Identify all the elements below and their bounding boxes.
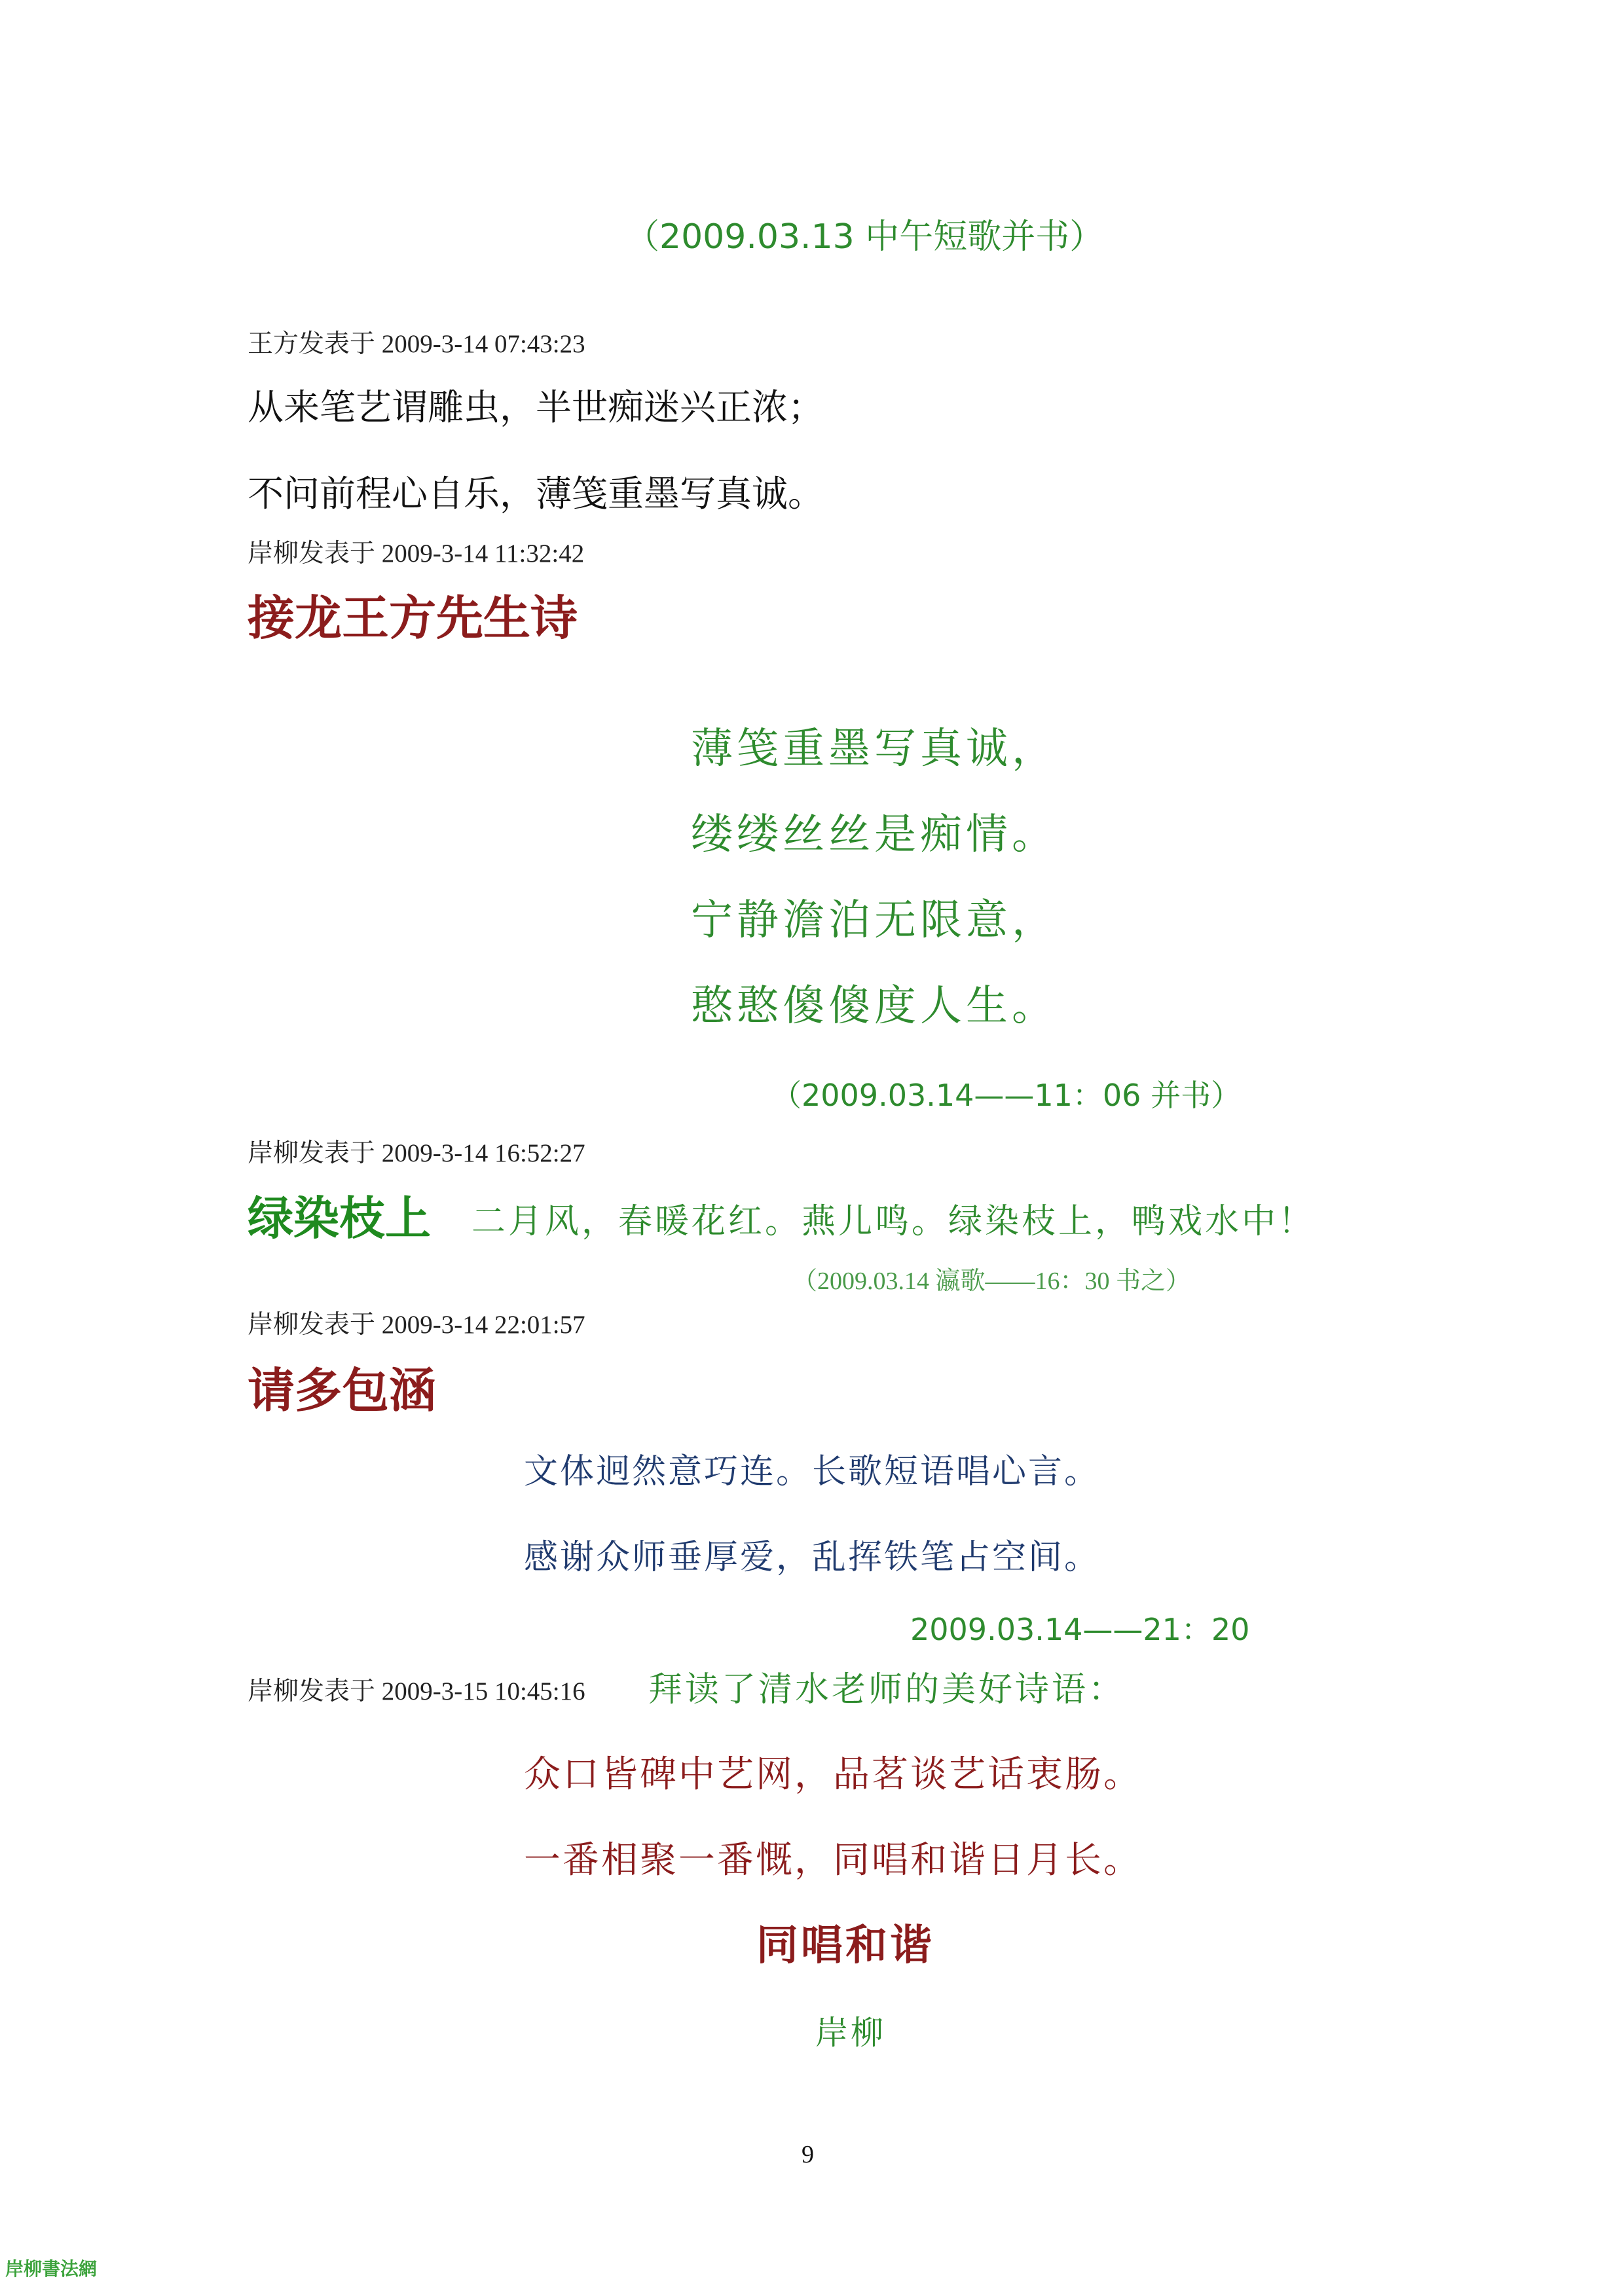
signature: 岸柳: [815, 2014, 886, 2052]
page-number: 9: [802, 2141, 814, 2168]
post-date: 2009.03.14——21：20: [910, 1612, 1250, 1647]
poem-line: 众口皆碑中艺网，品茗谈艺话衷肠。: [524, 1753, 1142, 1796]
poem-line: 薄笺重墨写真诚，: [691, 725, 1058, 773]
poem-title: 同唱和谐: [756, 1921, 934, 1970]
poem-line: 宁静澹泊无限意，: [691, 896, 1058, 945]
footer-logo: 岸柳書法網: [5, 2258, 98, 2280]
post-heading: 请多包涵: [248, 1363, 437, 1418]
poem-line: 一番相聚一番慨，同唱和谐日月长。: [524, 1839, 1142, 1882]
poem-line: 二月风，春暖花红。燕儿鸣。绿染枝上，鸭戏水中！: [471, 1202, 1316, 1241]
post-meta: 岸柳发表于 2009-3-14 16:52:27: [248, 1139, 585, 1167]
poem-line: 不问前程心自乐，薄笺重墨写真诚。: [248, 473, 824, 515]
post-meta: 岸柳发表于 2009-3-14 11:32:42: [248, 539, 585, 568]
post-date: （2009.03.14——11：06 并书）: [771, 1078, 1242, 1113]
post-date: （2009.03.14 瀛歌——16：30 书之）: [792, 1267, 1191, 1295]
poem-line: 从来笔艺谓雕虫，半世痴迷兴正浓；: [248, 386, 824, 428]
post-intro: 拜读了清水老师的美好诗语：: [648, 1670, 1126, 1709]
top-date-line: （2009.03.13 中午短歌并书）: [625, 217, 1104, 257]
post-heading: 绿染枝上: [248, 1192, 431, 1245]
poem-line: 感谢众师垂厚爱，乱挥铁笔占空间。: [524, 1538, 1101, 1577]
post-meta: 岸柳发表于 2009-3-15 10:45:16: [248, 1677, 585, 1705]
post-meta: 岸柳发表于 2009-3-14 22:01:57: [248, 1311, 585, 1339]
post-heading: 接龙王方先生诗: [248, 591, 578, 646]
poem-line: 憨憨傻傻度人生。: [691, 982, 1058, 1030]
poem-line: 缕缕丝丝是痴情。: [691, 811, 1058, 859]
poem-line: 文体迥然意巧连。长歌短语唱心言。: [524, 1452, 1101, 1491]
post-meta: 王方发表于 2009-3-14 07:43:23: [248, 330, 585, 358]
